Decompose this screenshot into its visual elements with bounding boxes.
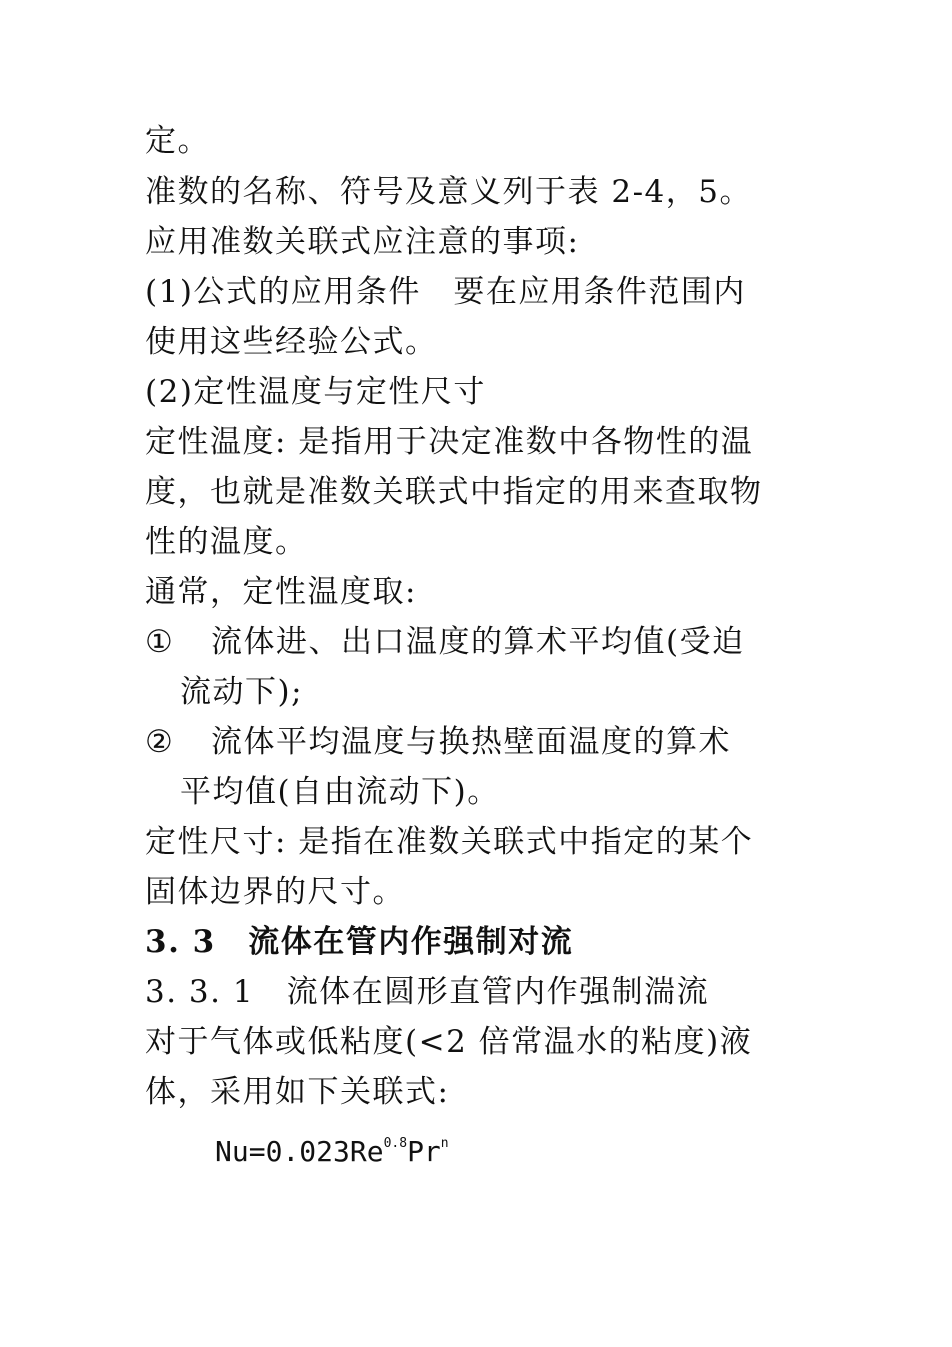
- text-line: 准数的名称、符号及意义列于表 2-4，5。: [145, 174, 752, 210]
- text-line: 固体边界的尺寸。: [145, 874, 405, 910]
- text-line: 对于气体或低粘度(<2 倍常温水的粘度)液: [145, 1024, 753, 1060]
- text-line: 定性温度: 是指用于决定准数中各物性的温: [145, 424, 754, 460]
- text-line: 性的温度。: [145, 524, 308, 560]
- list-item-text: 流体进、出口温度的算术平均值(受迫: [211, 624, 745, 660]
- subsection-heading: 3. 3. 1 流体在圆形直管内作强制湍流: [145, 974, 710, 1010]
- text-line: 度，也就是准数关联式中指定的用来查取物: [145, 474, 763, 510]
- text-line: 通常，定性温度取:: [145, 574, 417, 610]
- list-item: [145, 622, 745, 662]
- list-item-continuation: 平均值(自由流动下)。: [180, 774, 500, 810]
- text-line: 使用这些经验公式。: [145, 324, 438, 360]
- formula-base: Nu=0.023Re: [215, 1135, 384, 1168]
- text-line: 定性尺寸: 是指在准数关联式中指定的某个: [145, 824, 754, 860]
- text-line: 应用准数关联式应注意的事项:: [145, 224, 580, 260]
- text-line: 定。: [145, 123, 210, 159]
- formula: [215, 1124, 449, 1172]
- formula-exponent: n: [440, 1136, 449, 1151]
- list-item-text: 流体平均温度与换热壁面温度的算术: [211, 724, 731, 760]
- text-line: (1)公式的应用条件 要在应用条件范围内: [145, 274, 746, 310]
- text-line: (2)定性温度与定性尺寸: [145, 374, 486, 410]
- list-marker: ①: [145, 624, 175, 660]
- section-heading: 3. 3 流体在管内作强制对流: [145, 924, 574, 960]
- text-line: 体，采用如下关联式:: [145, 1074, 450, 1110]
- list-item-continuation: 流动下);: [180, 674, 304, 710]
- formula-exponent: 0.8: [383, 1136, 408, 1151]
- list-item: [145, 722, 731, 762]
- formula-base: Pr: [407, 1135, 441, 1168]
- list-marker: ②: [145, 724, 175, 760]
